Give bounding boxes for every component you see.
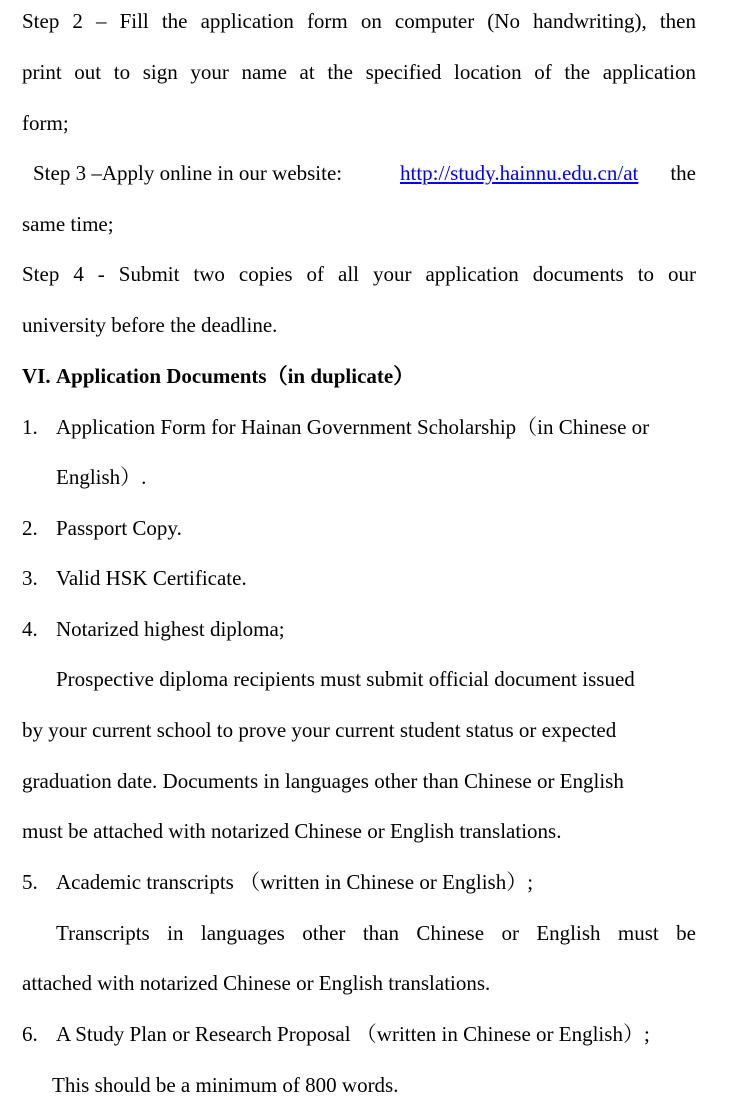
- step3-prefix: Step 3 –Apply online in our website:: [33, 161, 343, 185]
- step4-line-1: Step 4 - Submit two copies of all your application documents to our: [22, 262, 696, 286]
- study-plan-note-text: This should be a minimum of 800 words.: [52, 1073, 399, 1097]
- list-item: [22, 563, 696, 593]
- diploma-note-line-2: by your current school to prove your current student status or expected: [22, 718, 617, 742]
- list-item-number: 5.: [22, 870, 38, 894]
- study-plan-note: [22, 1070, 696, 1100]
- step2-line-3: form;: [22, 111, 69, 135]
- diploma-note-line-3: graduation date. Documents in languages other than Chinese or English: [22, 769, 624, 793]
- list-item: [22, 614, 696, 644]
- section-title: Application Documents（in duplicate）: [56, 364, 415, 388]
- step4-line-2: university before the deadline.: [22, 313, 278, 337]
- step3-line-2: same time;: [22, 212, 114, 236]
- list-item: [22, 1019, 696, 1049]
- list-item: [22, 513, 696, 543]
- list-item-text: Notarized highest diploma;: [56, 617, 285, 641]
- list-item: [22, 412, 696, 442]
- list-item-number: 4.: [22, 617, 38, 641]
- transcript-note-line-2: attached with notarized Chinese or English translations.: [22, 971, 491, 995]
- step3-suffix: the: [670, 161, 696, 185]
- list-item-number: 3.: [22, 566, 38, 590]
- list-item-text: English）.: [56, 465, 147, 489]
- transcript-note-line-1: Transcripts in languages other than Chinese or English must be: [56, 921, 696, 945]
- diploma-note-text: Prospective diploma recipients must submit official document issued: [56, 667, 635, 691]
- step2-line-2: print out to sign your name at the specified location of the application: [22, 60, 696, 84]
- diploma-note-line-1: [22, 664, 696, 694]
- diploma-note-line-4: must be attached with notarized Chinese or English translations.: [22, 819, 562, 843]
- list-item-text: Valid HSK Certificate.: [56, 566, 247, 590]
- step3-line-1: [22, 158, 696, 188]
- list-item-number: 1.: [22, 415, 38, 439]
- study-website-link[interactable]: http://study.hainnu.edu.cn/at: [400, 161, 639, 185]
- list-item-number: 6.: [22, 1022, 38, 1046]
- list-item-text: Passport Copy.: [56, 516, 182, 540]
- list-item-number: 2.: [22, 516, 38, 540]
- list-item-text: Application Form for Hainan Government Scholarship（in Chinese or: [56, 415, 650, 439]
- section-heading: [22, 361, 696, 391]
- list-item-continuation: [22, 462, 696, 492]
- list-item: [22, 867, 696, 897]
- list-item-text: A Study Plan or Research Proposal （written in Chinese or English）;: [56, 1022, 650, 1046]
- section-number: VI.: [22, 364, 51, 388]
- step2-line-1: Step 2 – Fill the application form on computer (No handwriting), then: [22, 9, 696, 33]
- list-item-text: Academic transcripts （written in Chinese or English）;: [56, 870, 534, 894]
